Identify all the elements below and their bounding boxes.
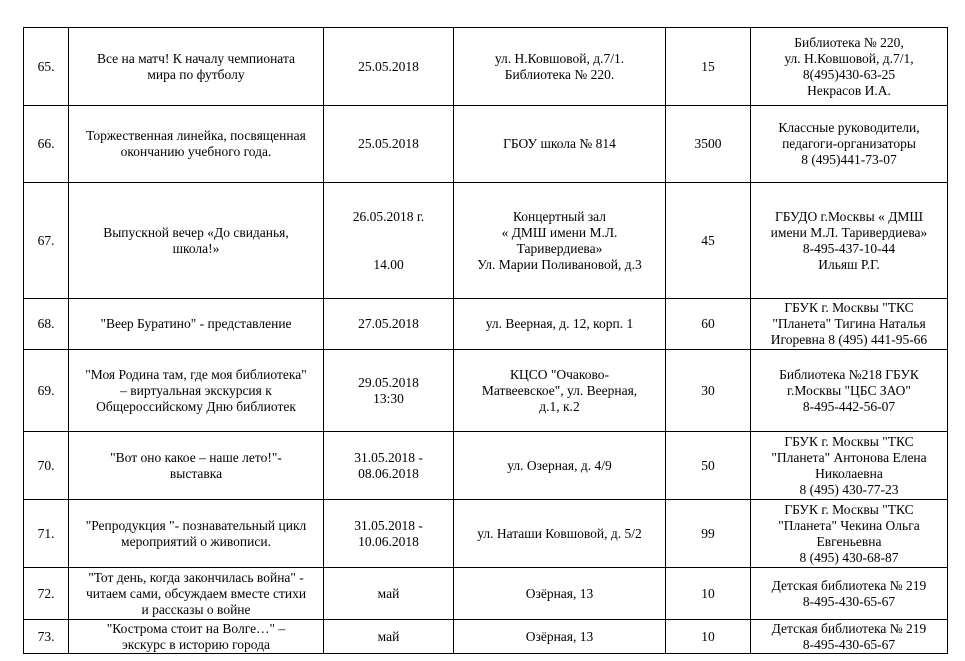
event-date: 25.05.2018 — [324, 106, 454, 183]
event-title: Выпускной вечер «До свиданья, школа!» — [69, 183, 324, 299]
event-place: ул. Веерная, д. 12, корп. 1 — [454, 299, 666, 350]
row-number: 68. — [24, 299, 69, 350]
contact-info: Детская библиотека № 219 8-495-430-65-67 — [751, 620, 948, 654]
event-date: 31.05.2018 - 08.06.2018 — [324, 432, 454, 500]
participant-count: 3500 — [666, 106, 751, 183]
row-number: 69. — [24, 350, 69, 432]
event-date: май — [324, 620, 454, 654]
event-place: ул. Н.Ковшовой, д.7/1. Библиотека № 220. — [454, 28, 666, 106]
table-row — [24, 28, 948, 106]
event-place: ГБОУ школа № 814 — [454, 106, 666, 183]
table-row — [24, 432, 948, 500]
event-title: "Кострома стоит на Волге…" – экскурс в историю города — [69, 620, 324, 654]
event-title: "Вот оно какое – наше лето!"- выставка — [69, 432, 324, 500]
event-place: КЦСО "Очаково- Матвеевское", ул. Веерная, д.1, к.2 — [454, 350, 666, 432]
participant-count: 30 — [666, 350, 751, 432]
event-place: Концертный зал « ДМШ имени М.Л. Таривердиева» Ул. Марии Поливановой, д.3 — [454, 183, 666, 299]
contact-info: ГБУК г. Москвы "ТКС "Планета" Тигина Наталья Игоревна 8 (495) 441-95-66 — [751, 299, 948, 350]
event-title: "Моя Родина там, где моя библиотека" – виртуальная экскурсия к Общероссийскому Дню библиотек — [69, 350, 324, 432]
table-row — [24, 568, 948, 620]
contact-info: Детская библиотека № 219 8-495-430-65-67 — [751, 568, 948, 620]
contact-info: ГБУК г. Москвы "ТКС "Планета" Чекина Ольга Евгеньевна 8 (495) 430-68-87 — [751, 500, 948, 568]
table-row — [24, 500, 948, 568]
event-date: 25.05.2018 — [324, 28, 454, 106]
event-date: 27.05.2018 — [324, 299, 454, 350]
events-table-body — [24, 28, 948, 654]
participant-count: 10 — [666, 568, 751, 620]
participant-count: 45 — [666, 183, 751, 299]
participant-count: 99 — [666, 500, 751, 568]
table-row — [24, 106, 948, 183]
row-number: 70. — [24, 432, 69, 500]
table-row — [24, 299, 948, 350]
event-title: "Репродукция "- познавательный цикл мероприятий о живописи. — [69, 500, 324, 568]
event-title: "Тот день, когда закончилась война" - читаем сами, обсуждаем вместе стихи и рассказы о войне — [69, 568, 324, 620]
participant-count: 60 — [666, 299, 751, 350]
row-number: 73. — [24, 620, 69, 654]
event-place: Озёрная, 13 — [454, 620, 666, 654]
table-row — [24, 183, 948, 299]
event-date: 29.05.2018 13:30 — [324, 350, 454, 432]
event-title: "Веер Буратино" - представление — [69, 299, 324, 350]
event-place: Озёрная, 13 — [454, 568, 666, 620]
contact-info: Библиотека №218 ГБУК г.Москвы "ЦБС ЗАО" 8-495-442-56-07 — [751, 350, 948, 432]
events-table — [23, 27, 948, 654]
participant-count: 15 — [666, 28, 751, 106]
contact-info: ГБУДО г.Москвы « ДМШ имени М.Л. Таривердиева» 8-495-437-10-44 Ильяш Р.Г. — [751, 183, 948, 299]
event-date: 31.05.2018 - 10.06.2018 — [324, 500, 454, 568]
event-date: 26.05.2018 г. 14.00 — [324, 183, 454, 299]
event-date: май — [324, 568, 454, 620]
row-number: 71. — [24, 500, 69, 568]
participant-count: 50 — [666, 432, 751, 500]
contact-info: ГБУК г. Москвы "ТКС "Планета" Антонова Елена Николаевна 8 (495) 430-77-23 — [751, 432, 948, 500]
event-title: Торжественная линейка, посвященная окончанию учебного года. — [69, 106, 324, 183]
row-number: 67. — [24, 183, 69, 299]
row-number: 65. — [24, 28, 69, 106]
event-title: Все на матч! К началу чемпионата мира по футболу — [69, 28, 324, 106]
participant-count: 10 — [666, 620, 751, 654]
contact-info: Библиотека № 220, ул. Н.Ковшовой, д.7/1, 8(495)430-63-25 Некрасов И.А. — [751, 28, 948, 106]
table-row — [24, 620, 948, 654]
event-place: ул. Наташи Ковшовой, д. 5/2 — [454, 500, 666, 568]
row-number: 66. — [24, 106, 69, 183]
row-number: 72. — [24, 568, 69, 620]
table-row — [24, 350, 948, 432]
contact-info: Классные руководители, педагоги-организаторы 8 (495)441-73-07 — [751, 106, 948, 183]
event-place: ул. Озерная, д. 4/9 — [454, 432, 666, 500]
